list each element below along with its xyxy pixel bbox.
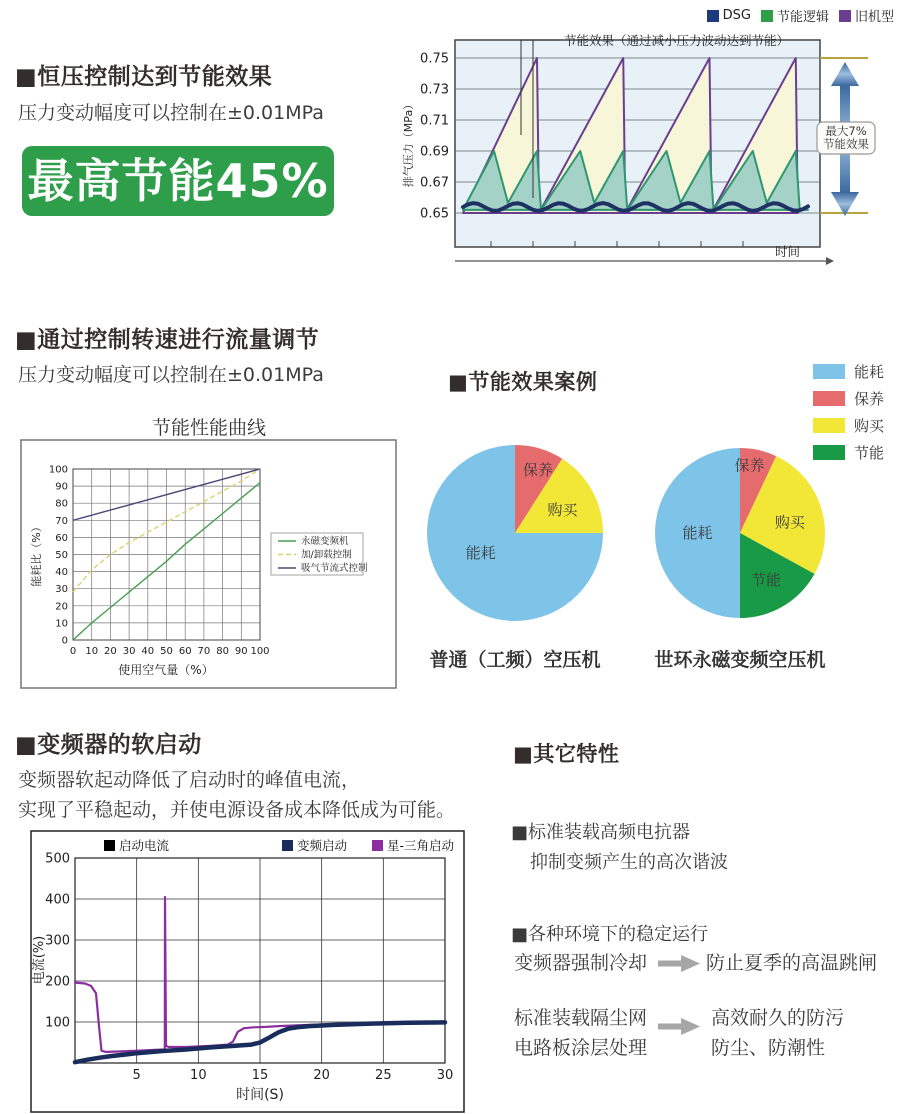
legend-label: 节能 (854, 444, 885, 462)
ytick-label: 70 (55, 515, 68, 527)
pressure-section-heading: ■恒压控制达到节能效果 (15, 64, 273, 90)
y-axis-label: 能耗比（%） (30, 521, 43, 587)
legend-label: 能耗 (854, 363, 885, 381)
pressure-section-subtext: 压力变动幅度可以控制在±0.01MPa (18, 102, 324, 124)
pressure-chart-svg (398, 28, 900, 274)
legend-item (813, 412, 884, 439)
legend-swatch (813, 364, 845, 379)
ytick-label: 80 (55, 498, 68, 510)
ytick-label: 0.71 (420, 113, 449, 129)
ytick-label: 0.69 (420, 144, 449, 160)
slice-label: 购买 (774, 513, 805, 532)
slice-label: 保养 (522, 461, 553, 480)
ytick-label: 40 (55, 567, 68, 579)
max-saving-banner: 最高节能45% (22, 146, 334, 216)
legend-item (813, 358, 884, 385)
xtick-label: 90 (234, 646, 248, 657)
y-axis-label: 电流(%) (32, 935, 47, 985)
legend-label: 加/卸载控制 (301, 549, 352, 561)
xtick-label: 30 (122, 646, 136, 657)
pressure-chart-legend (697, 6, 894, 25)
xtick-label: 80 (216, 646, 229, 657)
ytick-label: 100 (48, 464, 68, 476)
legend-swatch (813, 391, 845, 406)
legend-swatch (282, 840, 293, 851)
legend-swatch (104, 840, 115, 851)
feature-row-dust-effect-2: 防尘、防潮性 (711, 1037, 826, 1059)
legend-item: DSG (707, 6, 751, 25)
xtick-label: 30 (436, 1068, 454, 1083)
feature-row-cooling-cause: 变频器强制冷却 (514, 952, 648, 974)
ytick-label: 0 (61, 635, 68, 647)
xtick-label: 0 (69, 646, 77, 657)
slice-label: 保养 (734, 456, 765, 475)
xtick-label: 15 (251, 1068, 269, 1083)
time-axis-arrowhead (826, 257, 834, 265)
feature2-title: ■各种环境下的稳定运行 (511, 924, 709, 945)
xtick-label: 70 (197, 646, 211, 657)
legend-label: 保养 (854, 390, 885, 408)
xtick-label: 20 (313, 1068, 330, 1083)
legend-swatch (761, 10, 773, 22)
ytick-label: 500 (45, 851, 70, 867)
legend-swatch (372, 840, 383, 851)
flow-section-subtext: 压力变动幅度可以控制在±0.01MPa (18, 364, 324, 386)
inverter-line1: 变频器软起动降低了启动时的峰值电流， (18, 769, 361, 791)
ytick-label: 20 (55, 601, 68, 613)
xtick-label: 25 (375, 1068, 392, 1083)
xtick-label: 20 (104, 646, 117, 657)
legend-swatch (707, 10, 719, 22)
legend-label: 吸气节流式控制 (301, 563, 368, 574)
legend-swatch (839, 10, 851, 22)
slice-label: 节能 (750, 570, 782, 589)
feature1-title: ■标准装载高频电抗器 (511, 822, 691, 843)
slice-label: 购买 (547, 500, 578, 519)
x-axis-label: 使用空气量（%） (118, 663, 214, 677)
xtick-label: 60 (178, 646, 192, 657)
pie-caption: 普通（工频）空压机 (429, 649, 601, 671)
ytick-label: 10 (55, 618, 68, 630)
pressure-chart (398, 2, 900, 274)
right-arrow-icon (658, 955, 700, 972)
x-axis-label: 时间 (774, 244, 800, 259)
legend-item (813, 385, 884, 412)
right-arrow-icon (658, 1018, 700, 1035)
inverter-section-heading: ■变频器的软启动 (15, 732, 202, 758)
legend-swatch (813, 418, 845, 433)
feature-row-dust-cause-2: 电路板涂层处理 (514, 1037, 648, 1059)
feature-row-cooling-right (706, 948, 877, 978)
feature-row-cooling-left (514, 948, 647, 978)
slice-label: 能耗 (682, 524, 713, 542)
inverter-line2: 实现了平稳起动，并使电源设备成本降低成为可能。 (18, 799, 456, 821)
double-arrow-head-up (831, 62, 859, 86)
flow-chart-svg (20, 438, 398, 690)
y-axis-label: 排气压力（MPa） (402, 98, 415, 188)
side-label-line2: 节能效果 (823, 137, 869, 151)
side-label-line1: 最大7% (825, 124, 867, 138)
xtick-label: 50 (160, 646, 173, 657)
pie-charts-svg (415, 438, 900, 688)
feature-row-dust-right (711, 1003, 844, 1063)
ytick-label: 0.65 (420, 206, 449, 222)
start-current-chart-svg (30, 830, 465, 1113)
legend-label: 永磁变频机 (301, 536, 349, 547)
ytick-label: 50 (55, 550, 68, 561)
pie-caption: 世环永磁变频空压机 (654, 649, 826, 671)
xtick-label: 5 (132, 1068, 141, 1083)
legend-label: 变频启动 (297, 838, 348, 853)
ytick-label: 0.75 (420, 51, 449, 67)
feature-row-cooling-effect: 防止夏季的高温跳闸 (706, 952, 878, 974)
legend-label: 启动电流 (119, 838, 170, 853)
slice-label: 能耗 (465, 543, 496, 562)
xtick-label: 10 (85, 646, 99, 657)
ytick-label: 400 (45, 892, 70, 908)
flow-chart-title: 节能性能曲线 (151, 417, 266, 439)
feature-row-dust-left (514, 1003, 647, 1063)
xtick-label: 100 (250, 646, 270, 657)
ytick-label: 0.67 (420, 175, 449, 191)
chart-border (31, 831, 464, 1112)
legend-label: 购买 (854, 417, 885, 435)
ytick-label: 300 (45, 933, 70, 949)
ytick-label: 200 (45, 974, 70, 990)
legend-item: 旧机型 (839, 6, 894, 25)
features-section-heading: ■其它特性 (513, 742, 620, 766)
legend-label: 星-三角启动 (387, 838, 455, 853)
ytick-label: 0.73 (420, 82, 449, 98)
x-axis-label: 时间(S) (236, 1087, 284, 1103)
ytick-label: 100 (45, 1015, 70, 1031)
xtick-label: 40 (141, 646, 155, 657)
legend-item: 节能逻辑 (761, 6, 829, 25)
feature-row-dust-effect-1: 高效耐久的防污 (711, 1007, 845, 1029)
flow-section-heading: ■通过控制转速进行流量调节 (15, 327, 320, 353)
annotation-text: 节能效果（通过减小压力波动达到节能） (564, 33, 790, 48)
ytick-label: 60 (55, 532, 68, 544)
xtick-label: 10 (190, 1068, 207, 1083)
pies-section-heading: ■节能效果案例 (448, 370, 598, 394)
feature-row-dust-cause-1: 标准装载隔尘网 (514, 1007, 648, 1029)
ytick-label: 90 (55, 481, 68, 493)
feature1-subtext: 抑制变频产生的高次谐波 (530, 852, 728, 873)
ytick-label: 30 (55, 584, 68, 596)
